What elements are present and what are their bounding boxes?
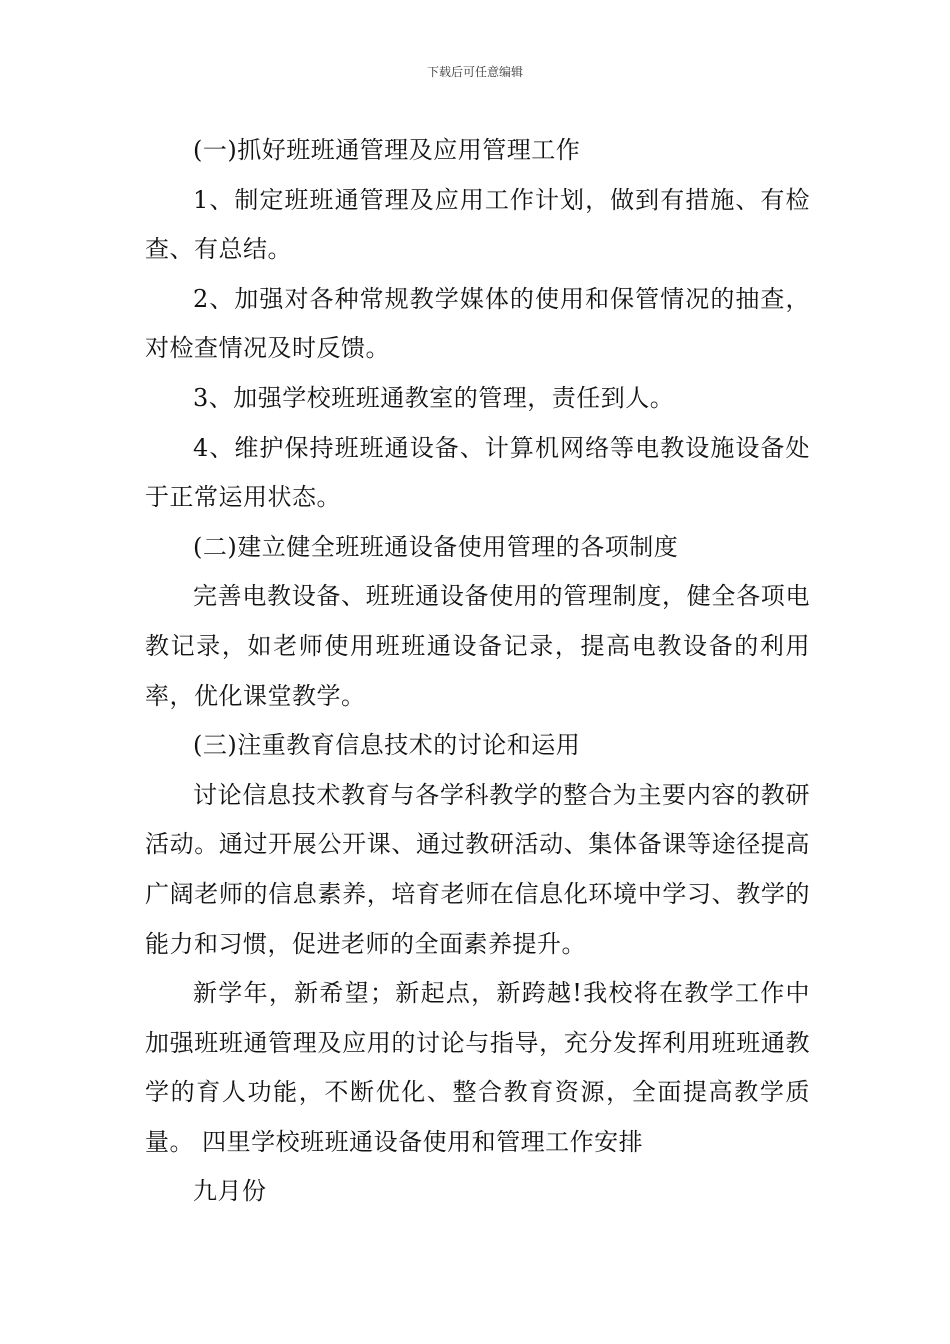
document-body — [145, 126, 810, 1217]
paragraph-item-4: 4、维护保持班班通设备、计算机网络等电教设施设备处于正常运用状态。 — [145, 433, 810, 512]
paragraph-research: 讨论信息技术教育与各学科教学的整合为主要内容的教研活动。通过开展公开课、通过教研活动、集体备课等途径提高广阔老师的信息素养，培育老师在信息化环境中学习、教学的能力和习惯，促进老师的全面素养提升。 — [145, 780, 810, 958]
paragraph-conclusion: 新学年，新希望；新起点，新跨越!我校将在教学工作中加强班班通管理及应用的讨论与指导，充分发挥利用班班通教学的育人功能，不断优化、整合教育资源，全面提高教学质量。 四里学校班班通设备使用和管理工作安排 — [145, 979, 810, 1156]
section-heading-3: (三)注重教育信息技术的讨论和运用 — [193, 731, 581, 760]
paragraph-item-2: 2、加强对各种常规教学媒体的使用和保管情况的抽查，对检查情况及时反馈。 — [145, 284, 810, 363]
paragraph-month: 九月份 — [193, 1177, 267, 1206]
section-heading-2: (二)建立健全班班通设备使用管理的各项制度 — [193, 532, 679, 561]
paragraph-item-1: 1、制定班班通管理及应用工作计划，做到有措施、有检查、有总结。 — [145, 185, 810, 264]
paragraph-rules: 完善电教设备、班班通设备使用的管理制度，健全各项电教记录，如老师使用班班通设备记录，提高电教设备的利用率，优化课堂教学。 — [145, 582, 810, 710]
section-heading-1: (一)抓好班班通管理及应用管理工作 — [193, 136, 581, 164]
page-header: 下载后可任意编辑 — [426, 65, 523, 79]
paragraph-item-3: 3、加强学校班班通教室的管理，责任到人。 — [193, 383, 675, 412]
